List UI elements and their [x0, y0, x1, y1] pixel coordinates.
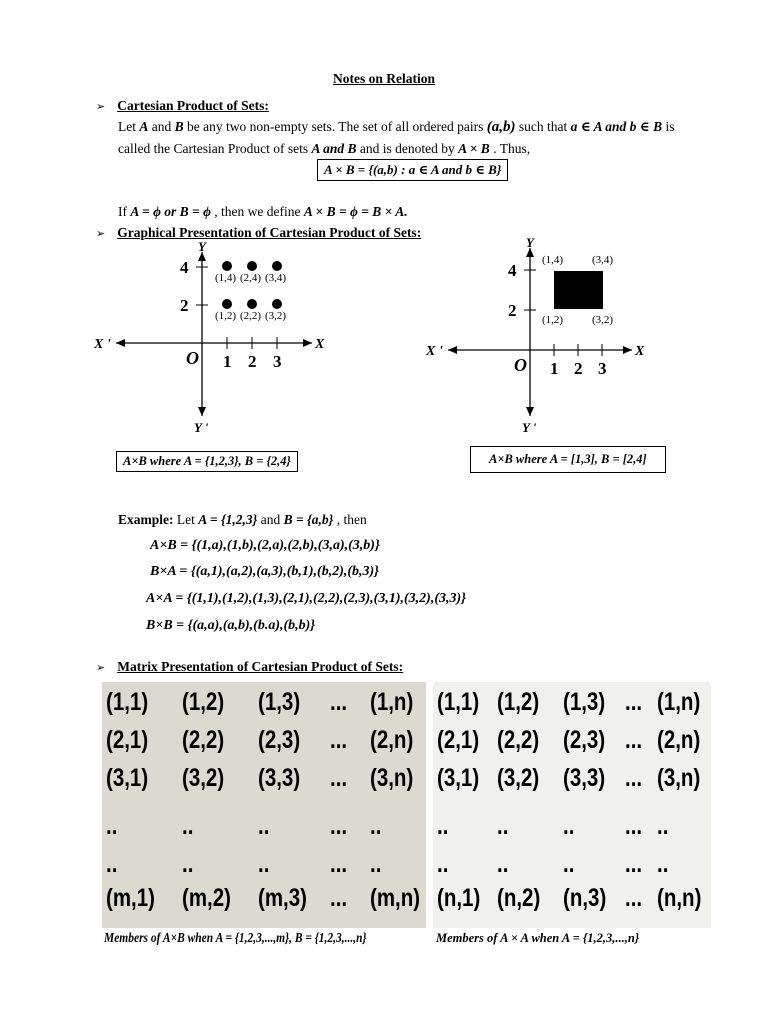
matrix-cell: .. — [106, 850, 118, 878]
matrix-cell: ... — [330, 812, 348, 840]
point-label: (3,4) — [265, 272, 287, 284]
x-tick-label: 2 — [574, 359, 583, 378]
matrix-cell: .. — [437, 850, 449, 878]
matrix-right-caption: Members of A × A when A = {1,2,3,...,n} — [436, 931, 640, 945]
paragraph-line-1: Let A and B be any two non-empty sets. The set of all ordered pairs (a,b) such that a ∈ A and b ∈ B is — [118, 119, 675, 135]
matrix-cell: (2,1) — [106, 726, 149, 754]
bullet-arrow-icon: ➢ — [96, 228, 106, 240]
graph-right-caption: A×B where A = [1,3], B = [2,4] — [470, 446, 666, 473]
matrix-cell: (n,2) — [497, 884, 541, 912]
section-heading-cartesian: ➢ Cartesian Product of Sets: — [96, 98, 269, 113]
product-region — [554, 271, 603, 309]
x-neg-axis-label: X ' — [426, 344, 443, 359]
corner-label: (3,2) — [592, 314, 614, 326]
x-tick-label: 1 — [223, 352, 232, 371]
x-tick-label: 3 — [273, 352, 282, 371]
page-title: Notes on Relation — [333, 71, 435, 86]
corner-label: (1,4) — [542, 254, 564, 266]
graph-left-caption: A×B where A = {1,2,3}, B = {2,4} — [116, 451, 298, 472]
matrix-cell: (1,n) — [657, 688, 701, 716]
matrix-cell: ... — [625, 726, 643, 754]
y-axis-label: Y — [198, 239, 206, 254]
matrix-cell: .. — [657, 850, 669, 878]
matrix-cell: ... — [625, 884, 643, 912]
y-tick-label: 2 — [180, 296, 189, 315]
example-intro: Example: Let A = {1,2,3} and B = {a,b} , then — [118, 512, 367, 527]
point-label: (2,2) — [240, 310, 262, 322]
example-line: B×B = {(a,a),(a,b),(b.a),(b,b)} — [146, 618, 316, 633]
data-point — [222, 261, 232, 271]
matrix-cell: (3,3) — [258, 764, 301, 792]
matrix-cell: (1,1) — [106, 688, 149, 716]
matrix-cell: (3,2) — [497, 764, 540, 792]
graph-continuous — [420, 234, 660, 434]
paragraph-line-3: If A = ϕ or B = ϕ , then we define A × B = ϕ = B × A. — [118, 204, 408, 219]
y-tick-label: 2 — [508, 301, 517, 320]
matrix-cell: (2,3) — [563, 726, 606, 754]
point-label: (1,4) — [215, 272, 237, 284]
point-label: (2,4) — [240, 272, 262, 284]
section-heading-graphical: ➢ Graphical Presentation of Cartesian Product of Sets: — [96, 225, 422, 240]
corner-label: (1,2) — [542, 314, 564, 326]
matrix-cell: .. — [182, 812, 194, 840]
x-tick-label: 1 — [550, 359, 559, 378]
matrix-cell: .. — [437, 812, 449, 840]
point-label: (1,2) — [215, 310, 237, 322]
matrix-cell: .. — [106, 812, 118, 840]
data-point — [247, 299, 257, 309]
matrix-cell: .. — [182, 850, 194, 878]
matrix-cell: (n,n) — [657, 884, 702, 912]
data-point — [222, 299, 232, 309]
x-neg-axis-arrow-icon — [448, 346, 457, 354]
matrix-cell: ... — [330, 688, 348, 716]
matrix-cell: (1,3) — [258, 688, 301, 716]
corner-label: (3,4) — [592, 254, 614, 266]
y-neg-axis-label: Y ' — [194, 420, 209, 435]
matrix-cell: (3,2) — [182, 764, 225, 792]
bullet-arrow-icon: ➢ — [96, 101, 106, 113]
matrix-cell: .. — [258, 812, 270, 840]
bullet-arrow-icon: ➢ — [96, 662, 106, 674]
matrix-cell: (3,n) — [657, 764, 701, 792]
section-heading-matrix: ➢ Matrix Presentation of Cartesian Product of Sets: — [96, 659, 404, 674]
data-point — [247, 261, 257, 271]
matrix-cell: (3,1) — [437, 764, 480, 792]
matrix-cell: ... — [625, 688, 643, 716]
example-line: B×A = {(a,1),(a,2),(a,3),(b,1),(b,2),(b,3)} — [150, 564, 380, 579]
matrix-cell: (m,1) — [106, 884, 155, 912]
matrix-cell: .. — [497, 850, 509, 878]
matrix-cell: .. — [370, 812, 382, 840]
matrix-cell: (1,2) — [497, 688, 540, 716]
matrix-cell: (m,2) — [182, 884, 231, 912]
x-axis-label: X — [635, 344, 645, 359]
example-line: A×B = {(1,a),(1,b),(2,a),(2,b),(3,a),(3,b)} — [150, 538, 380, 553]
matrix-cell: (3,1) — [106, 764, 149, 792]
x-tick-label: 3 — [598, 359, 607, 378]
y-neg-axis-label: Y ' — [522, 420, 537, 434]
matrix-cell: ... — [625, 764, 643, 792]
matrix-cell: (1,3) — [563, 688, 606, 716]
y-tick-label: 4 — [508, 261, 517, 280]
matrix-cell: (3,n) — [370, 764, 414, 792]
matrix-cell: (2,2) — [497, 726, 540, 754]
x-axis-arrow-icon — [303, 339, 312, 347]
matrix-cell: (n,1) — [437, 884, 481, 912]
matrix-cell: (2,n) — [370, 726, 414, 754]
origin-label: O — [186, 348, 199, 368]
matrix-cell: (1,n) — [370, 688, 414, 716]
matrix-cell: (1,1) — [437, 688, 480, 716]
matrix-cell: .. — [657, 812, 669, 840]
matrix-left-caption: Members of A×B when A = {1,2,3,...,m}, B = {1,2,3,...,n} — [104, 931, 367, 946]
data-point — [272, 261, 282, 271]
y-tick-label: 4 — [180, 258, 189, 277]
point-label: (3,2) — [265, 310, 287, 322]
x-axis-arrow-icon — [623, 346, 632, 354]
x-neg-axis-label: X ' — [94, 337, 111, 352]
data-point — [272, 299, 282, 309]
matrix-cell: (2,n) — [657, 726, 701, 754]
matrix-cell: (1,2) — [182, 688, 225, 716]
matrix-cell: ... — [330, 726, 348, 754]
paragraph-line-2: called the Cartesian Product of sets A and B and is denoted by A × B . Thus, — [118, 141, 531, 156]
x-neg-axis-arrow-icon — [116, 339, 125, 347]
y-axis-label: Y — [526, 235, 534, 250]
matrix-cell: (2,1) — [437, 726, 480, 754]
matrix-cell: ... — [625, 812, 643, 840]
definition-box: A × B = {(a,b) : a ∈ A and b ∈ B} — [317, 159, 508, 181]
y-neg-axis-arrow-icon — [198, 407, 206, 416]
matrix-cell: ... — [330, 884, 348, 912]
matrix-cell: .. — [497, 812, 509, 840]
matrix-cell: ... — [330, 850, 348, 878]
matrix-cell: (2,2) — [182, 726, 225, 754]
matrix-cell: (m,3) — [258, 884, 307, 912]
matrix-cell: (n,3) — [563, 884, 607, 912]
matrix-cell: (2,3) — [258, 726, 301, 754]
matrix-cell: (m,n) — [370, 884, 421, 912]
matrix-cell: (3,3) — [563, 764, 606, 792]
matrix-cell: ... — [625, 850, 643, 878]
x-tick-label: 2 — [248, 352, 257, 371]
matrix-cell: .. — [258, 850, 270, 878]
matrix-cell: .. — [563, 812, 575, 840]
x-axis-label: X — [315, 337, 325, 352]
matrix-cell: ... — [330, 764, 348, 792]
example-line: A×A = {(1,1),(1,2),(1,3),(2,1),(2,2),(2,3),(3,1),(3,2),(3,3)} — [146, 591, 467, 606]
origin-label: O — [514, 355, 527, 375]
matrix-left — [102, 682, 426, 928]
graph-discrete — [90, 236, 330, 446]
matrix-cell: .. — [563, 850, 575, 878]
matrix-right — [433, 682, 711, 928]
y-neg-axis-arrow-icon — [526, 407, 534, 416]
matrix-cell: .. — [370, 850, 382, 878]
